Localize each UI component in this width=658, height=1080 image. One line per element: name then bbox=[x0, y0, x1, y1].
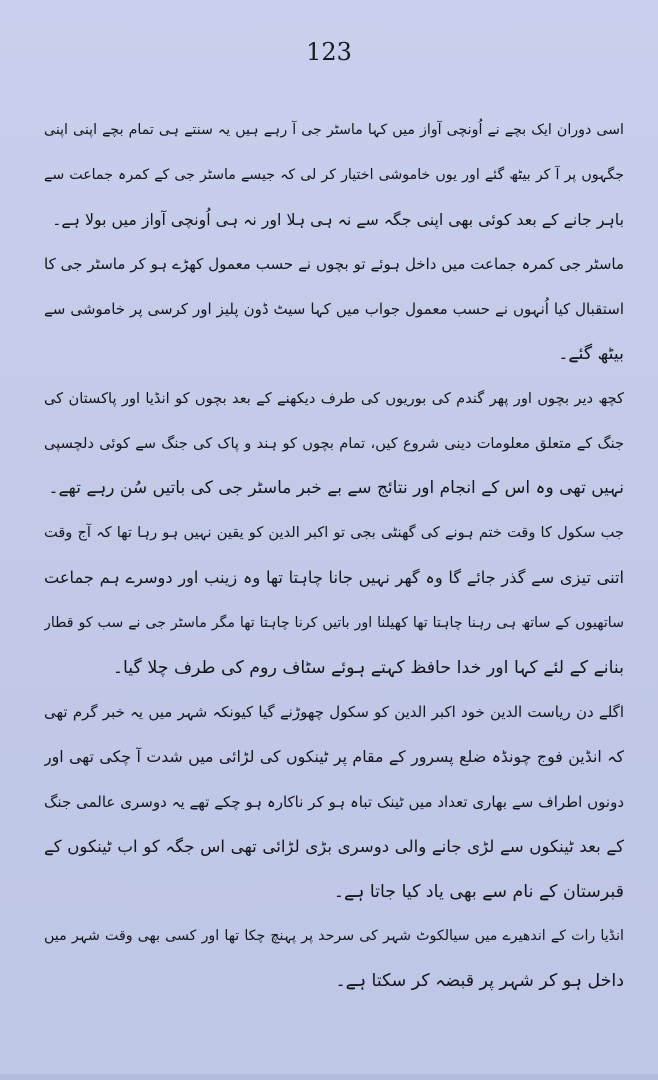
text-line: کے بعد ٹینکوں سے لڑی جانے والی دوسری بڑی لڑائی تھی اس جگہ کو اب ٹینکوں کے bbox=[44, 836, 624, 856]
text-line: بنانے کے لئے کہا اور خدا حافظ کہتے ہوئے سٹاف روم کی طرف چلا گیا۔ bbox=[112, 657, 624, 678]
text-line: ساتھیوں کے ساتھ ہی رہنا چاہتا تھا کھیلنا اور باتیں کرنا چاہتا تھا مگر ماسٹر جی نے سب کو قطار bbox=[44, 614, 624, 631]
text-line: جب سکول کا وقت ختم ہونے کی گھنٹی بجی تو اکبر الدین کو یقین نہیں ہو رہا تھا کہ آج وقت bbox=[44, 524, 624, 542]
text-line: قبرستان کے نام سے بھی یاد کیا جاتا ہے۔ bbox=[333, 881, 624, 902]
text-line: کہ انڈین فوج چونڈہ ضلع پسرور کے مقام پر ٹینکوں کی لڑائی میں شدت آ چکی تھی اور bbox=[44, 747, 624, 767]
page-number: 123 bbox=[306, 38, 352, 66]
text-line: داخل ہو کر شہر پر قبضہ کر سکتا ہے۔ bbox=[335, 971, 624, 992]
text-line: ماسٹر جی کمرہ جماعت میں داخل ہوئے تو بچوں نے حسب معمول کھڑے ہو کر ماسٹر جی کا bbox=[44, 255, 624, 274]
text-line: جگہوں پر آ کر بیٹھ گئے اور یوں خاموشی اختیار کر لی کہ جیسے ماسٹر جی کے کمرہ جماعت سے bbox=[44, 166, 624, 183]
text-line: جنگ کے متعلق معلومات دینی شروع کیں، تمام بچوں کو ہند و پاک کی جنگ سے کوئی دلچسپی bbox=[44, 434, 624, 452]
text-line: اسی دوران ایک بچے نے اُونچی آواز میں کہا ماسٹر جی آ رہے ہیں یہ سنتے ہی تمام بچے اپنی اپنی bbox=[44, 122, 624, 138]
text-line: کچھ دیر بچوں اور پھر گندم کی بوریوں کی طرف دیکھنے کے بعد بچوں کو انڈیا اور پاکستان کی bbox=[44, 389, 624, 407]
text-line: دونوں اطراف سے بھاری تعداد میں ٹینک تباہ ہو کر ناکارہ ہو چکے تھے یہ دوسری عالمی جنگ bbox=[44, 792, 624, 811]
text-line: نہیں تھی وہ اس کے انجام اور نتائج سے بے خبر ماسٹر جی کی باتیں سُن رہے تھے۔ bbox=[48, 478, 624, 499]
text-line: بیٹھ گئے۔ bbox=[558, 343, 624, 364]
text-line: انڈیا رات کے اندھیرے میں سیالکوٹ شہر کی سرحد پر پہنچ چکا تھا اور کسی بھی وقت شہر میں bbox=[44, 928, 624, 945]
text-line: باہر جانے کے بعد کوئی بھی اپنی جگہ سے نہ ہی ہلا اور نہ ہی اُونچی آواز میں بولا ہے۔ bbox=[52, 209, 624, 229]
page-bottom-edge bbox=[0, 1074, 658, 1080]
text-line: اتنی تیزی سے گذر جائے گا وہ گھر نہیں جانا چاہتا تھا وہ زینب اور دوسرے ہم جماعت bbox=[44, 567, 624, 587]
text-line: اگلے دن ریاست الدین خود اکبر الدین کو سکول چھوڑنے گیا کیونکہ شہر میں یہ خبر گرم تھی bbox=[44, 703, 624, 722]
text-line: استقبال کیا اُنہوں نے حسب معمول جواب میں کہا سیٹ ڈون پلیز اور کرسی پر خاموشی سے bbox=[44, 300, 624, 319]
body-text bbox=[44, 108, 624, 1004]
